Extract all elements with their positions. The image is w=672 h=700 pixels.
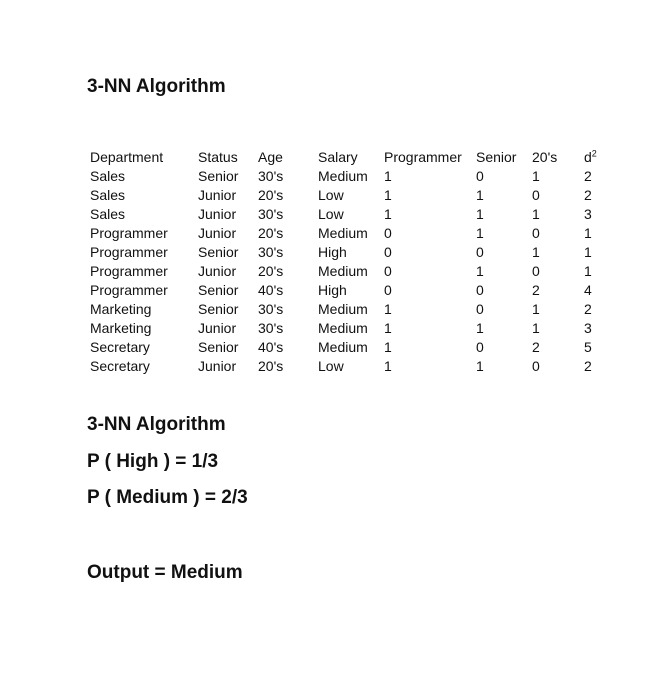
table-row	[90, 243, 604, 262]
probability-medium: P ( Medium ) = 2/3	[87, 487, 248, 508]
table-cell: 1	[476, 187, 484, 203]
table-cell: Senior	[198, 339, 239, 355]
table-cell: Junior	[198, 187, 237, 203]
table-cell: Junior	[198, 358, 237, 374]
table-cell: 5	[584, 339, 592, 355]
table-cell: 0	[532, 225, 540, 241]
table-cell: High	[318, 282, 347, 298]
table-row	[90, 186, 604, 205]
table-cell: 0	[532, 187, 540, 203]
table-cell: Medium	[318, 225, 368, 241]
column-header: Status	[198, 149, 238, 165]
table-row	[90, 205, 604, 224]
column-header: Salary	[318, 149, 358, 165]
column-header: 20's	[532, 149, 558, 165]
table-cell: Junior	[198, 320, 237, 336]
table-cell: 30's	[258, 244, 284, 260]
table-cell: 3	[584, 206, 592, 222]
table-cell: Sales	[90, 187, 126, 203]
table-cell: 0	[476, 244, 484, 260]
table-cell: 1	[476, 206, 484, 222]
table-row	[90, 300, 604, 319]
table-cell: 0	[476, 282, 484, 298]
table-cell: Medium	[318, 339, 368, 355]
table-cell: Programmer	[90, 244, 168, 260]
page-title: 3-NN Algorithm	[87, 76, 226, 97]
table-cell: Sales	[90, 168, 126, 184]
table-cell: Senior	[198, 282, 239, 298]
table-cell: 0	[532, 263, 540, 279]
table-cell: 1	[384, 358, 392, 374]
table-cell: Secretary	[90, 358, 150, 374]
probability-high: P ( High ) = 1/3	[87, 451, 219, 472]
table-cell: Secretary	[90, 339, 150, 355]
table-row	[90, 224, 604, 243]
table-cell: 1	[476, 320, 484, 336]
output-result: Output = Medium	[87, 562, 243, 583]
table-cell: 40's	[258, 339, 284, 355]
table-cell: 2	[532, 339, 540, 355]
table-cell: Programmer	[90, 282, 168, 298]
table-header-row	[90, 148, 604, 167]
data-table	[90, 148, 604, 376]
table-row	[90, 167, 604, 186]
table-cell: 0	[476, 301, 484, 317]
table-cell: Programmer	[90, 263, 168, 279]
table-cell: 2	[584, 187, 592, 203]
table-cell: Programmer	[90, 225, 168, 241]
table-cell: 1	[532, 206, 540, 222]
table-cell: 0	[384, 225, 392, 241]
table-cell: 20's	[258, 358, 284, 374]
table-row	[90, 338, 604, 357]
column-header: Age	[258, 149, 283, 165]
column-header-distance	[584, 148, 604, 167]
table-row	[90, 357, 604, 376]
table-cell: Marketing	[90, 320, 152, 336]
table-cell: 0	[476, 339, 484, 355]
table-cell: Sales	[90, 206, 126, 222]
table-cell: 30's	[258, 320, 284, 336]
table-cell: Medium	[318, 320, 368, 336]
table-cell: 1	[384, 168, 392, 184]
table-cell: 0	[476, 168, 484, 184]
distance-symbol: d	[584, 149, 592, 165]
table-cell: 1	[584, 225, 592, 241]
table-cell: 1	[384, 206, 392, 222]
table-cell: 20's	[258, 225, 284, 241]
table-cell: Senior	[198, 301, 239, 317]
table-cell: 1	[476, 358, 484, 374]
table-cell: 1	[384, 320, 392, 336]
table-cell: 0	[384, 282, 392, 298]
table-cell: 1	[584, 263, 592, 279]
table-cell: Junior	[198, 206, 237, 222]
table-cell: Medium	[318, 263, 368, 279]
table-cell: 1	[532, 244, 540, 260]
table-cell: 1	[584, 244, 592, 260]
column-header: Department	[90, 149, 164, 165]
table-row	[90, 262, 604, 281]
table-cell: Low	[318, 358, 344, 374]
table-cell: 1	[384, 339, 392, 355]
table-cell: 1	[532, 320, 540, 336]
table-cell: 20's	[258, 187, 284, 203]
table-cell: Marketing	[90, 301, 152, 317]
table-cell: 1	[476, 263, 484, 279]
table-cell: Low	[318, 206, 344, 222]
table-cell: 2	[532, 282, 540, 298]
table-cell: 1	[532, 168, 540, 184]
table-cell: 4	[584, 282, 592, 298]
table-cell: 1	[384, 301, 392, 317]
table-cell: Junior	[198, 225, 237, 241]
result-heading: 3-NN Algorithm	[87, 414, 226, 435]
table-cell: 3	[584, 320, 592, 336]
column-header: Programmer	[384, 149, 462, 165]
table-cell: 1	[384, 187, 392, 203]
table-cell: 1	[532, 301, 540, 317]
table-cell: 1	[476, 225, 484, 241]
table-cell: High	[318, 244, 347, 260]
table-row	[90, 319, 604, 338]
table-cell: 30's	[258, 301, 284, 317]
column-header: Senior	[476, 149, 517, 165]
table-cell: 0	[384, 244, 392, 260]
table-cell: Low	[318, 187, 344, 203]
table-cell: Senior	[198, 244, 239, 260]
table-cell: 20's	[258, 263, 284, 279]
table-cell: 0	[532, 358, 540, 374]
table-cell: Medium	[318, 168, 368, 184]
table-cell: 2	[584, 301, 592, 317]
table-cell: 2	[584, 168, 592, 184]
table-cell: 0	[384, 263, 392, 279]
table-cell: 30's	[258, 206, 284, 222]
table-cell: 2	[584, 358, 592, 374]
table-row	[90, 281, 604, 300]
table-cell: 30's	[258, 168, 284, 184]
table-cell: Senior	[198, 168, 239, 184]
table-body	[90, 167, 604, 376]
table-cell: Junior	[198, 263, 237, 279]
distance-exponent: 2	[591, 148, 597, 159]
table-cell: Medium	[318, 301, 368, 317]
table-cell: 40's	[258, 282, 284, 298]
